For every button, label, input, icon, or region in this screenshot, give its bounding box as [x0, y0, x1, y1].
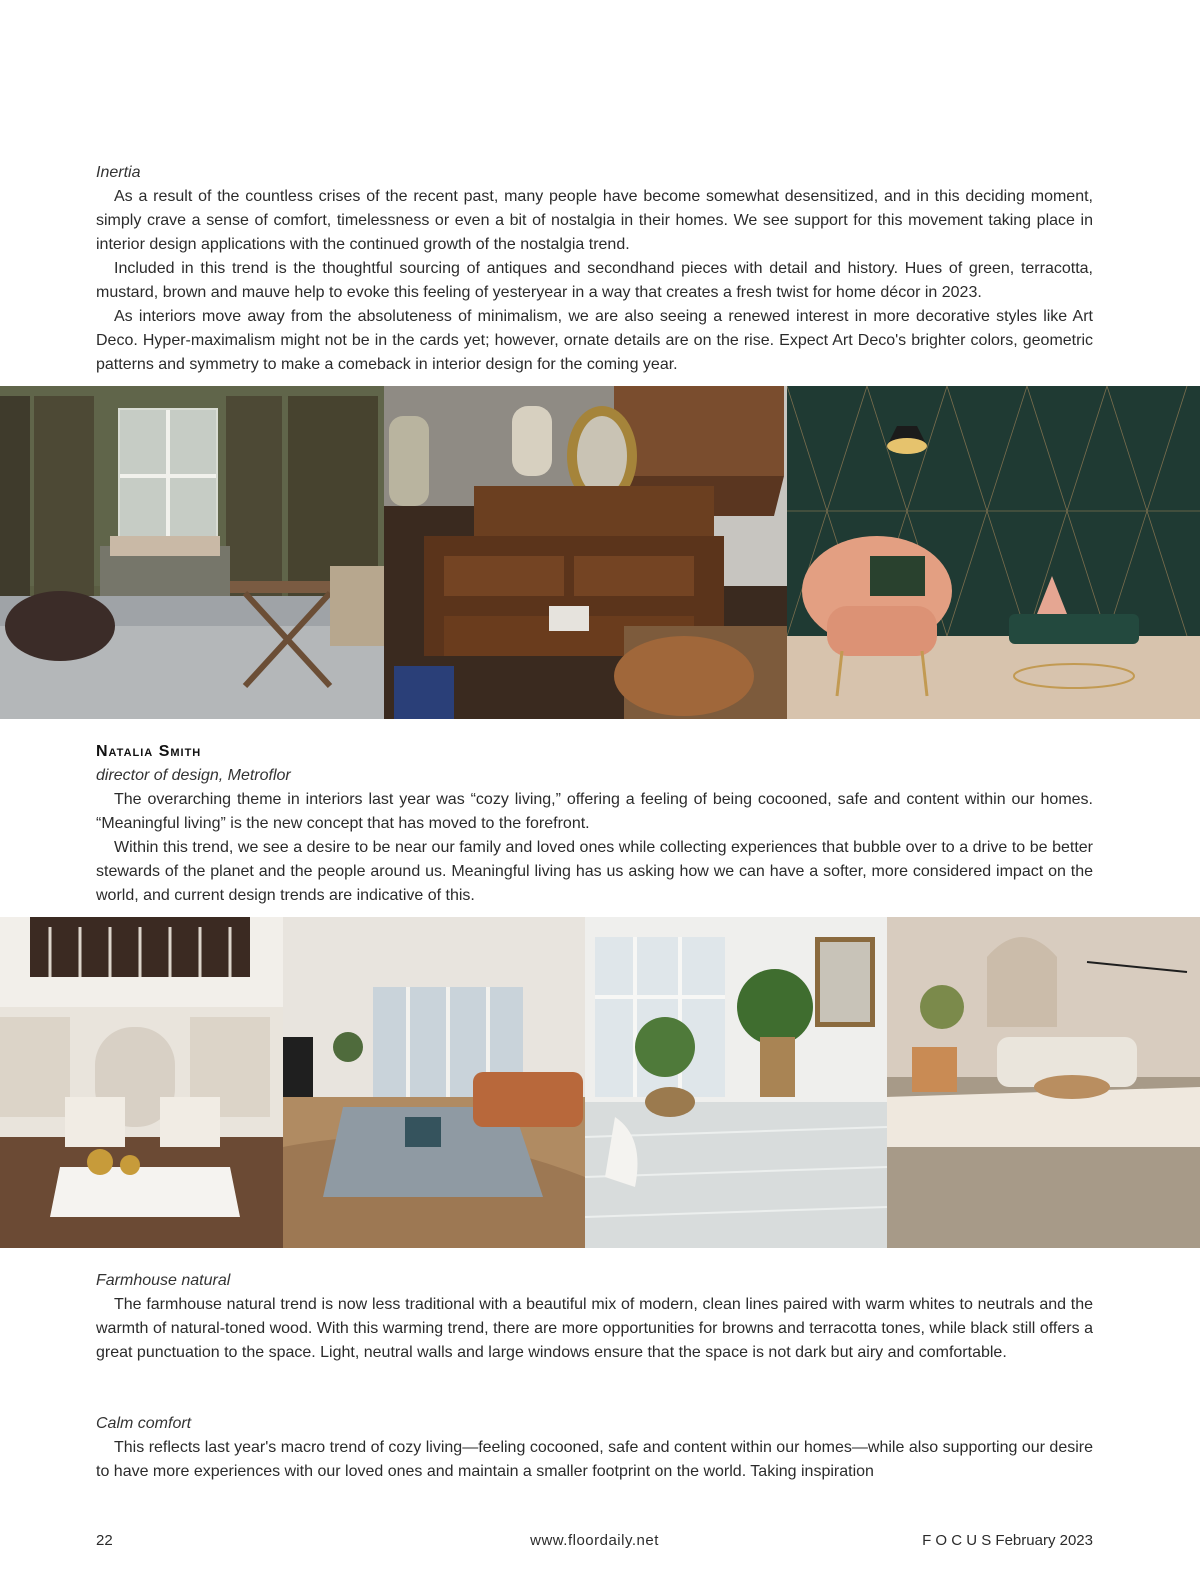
farmhouse-natural-section: [96, 1269, 1093, 1365]
inertia-paragraph-2: Included in this trend is the thoughtful sourcing of antiques and secondhand pieces with detail and history. Hues of green, terracotta, mustard, brown and mauve help to evoke this feeling of yesteryear in a way that creates a fresh twist for home décor in 2023.: [96, 260, 1093, 301]
inertia-section: [96, 161, 1093, 377]
issue-label: F O C U S February 2023: [922, 1532, 1093, 1549]
author-name: Natalia Smith: [96, 743, 202, 760]
page-footer: [96, 1532, 1093, 1552]
bright-bathroom-photo: [585, 917, 887, 1248]
calm-comfort-subhead: Calm comfort: [96, 1415, 192, 1432]
author-title: director of design, Metroflor: [96, 767, 291, 784]
farmhouse-paragraph: The farmhouse natural trend is now less traditional with a beautiful mix of modern, clean lines paired with warm whites to neutrals and the warmth of natural-toned wood. With this warming trend, there are more opportunities for browns and terracotta tones, while black still offers a great punctuation to the space. Light, neutral walls and large windows ensure that the space is not dark but airy and comfortable.: [96, 1296, 1093, 1361]
calm-comfort-section: [96, 1412, 1093, 1484]
white-living-room-photo: [0, 917, 283, 1248]
farmhouse-subhead: Farmhouse natural: [96, 1272, 231, 1289]
natalia-paragraph-1: The overarching theme in interiors last year was “cozy living,” offering a feeling of being cocooned, safe and content within our homes. “Meaningful living” is the new concept that has moved to the forefront.: [96, 791, 1093, 832]
page-number: 22: [96, 1532, 113, 1549]
photo-row-nostalgia: [0, 386, 1200, 719]
natalia-paragraph-2: Within this trend, we see a desire to be near our family and loved ones while collecting experiences that bubble over to a drive to be better stewards of the planet and the people around us. Meaningful living has us asking how we can have a softer, more considered impact on the world, and current design trends are indicative of this.: [96, 839, 1093, 904]
neutral-lounge-photo: [887, 917, 1200, 1248]
inertia-subhead: Inertia: [96, 164, 141, 181]
inertia-paragraph-1: As a result of the countless crises of the recent past, many people have become somewhat desensitized, and in this deciding moment, simply crave a sense of comfort, timelessness or even a bit of nostalgia in their homes. We see support for this movement taking place in interior design applications with the continued growth of the nostalgia trend.: [96, 188, 1093, 253]
art-deco-armchair-photo: [787, 386, 1200, 719]
antique-desk-photo: [384, 386, 787, 719]
photo-row-farmhouse: [0, 917, 1200, 1248]
open-living-room-photo: [283, 917, 585, 1248]
natalia-smith-section: [96, 740, 1093, 908]
calm-comfort-paragraph: This reflects last year's macro trend of cozy living—feeling cocooned, safe and content within our homes—while also supporting our desire to have more experiences with our loved ones and maintain a smaller footprint on the world. Taking inspiration: [96, 1439, 1093, 1480]
green-library-room-photo: [0, 386, 384, 719]
footer-url-link[interactable]: www.floordaily.net: [530, 1532, 659, 1549]
inertia-paragraph-3: As interiors move away from the absoluteness of minimalism, we are also seeing a renewed interest in more decorative styles like Art Deco. Hyper-maximalism might not be in the cards yet; however, ornate details are on the rise. Expect Art Deco's brighter colors, geometric patterns and symmetry to make a comeback in interior design for the coming year.: [96, 308, 1093, 373]
